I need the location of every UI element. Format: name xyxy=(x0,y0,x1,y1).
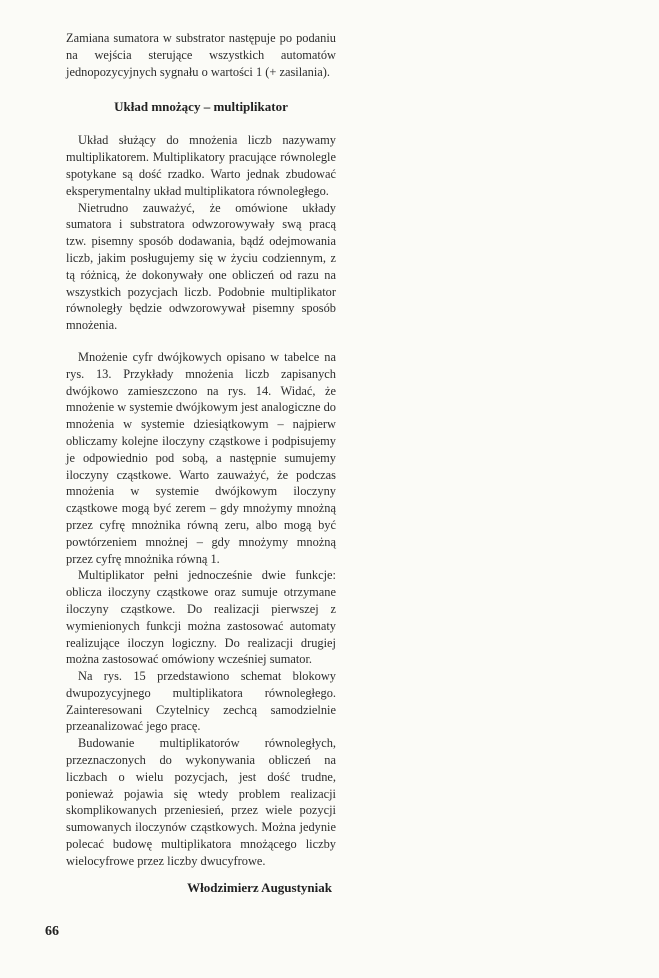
paragraph-block-diagram: Na rys. 15 przedstawiono schemat blokowy dwupozycyjnego multiplikatora równoległego. Zainteresowani Czytelnicy zechcą samodzielnie przeanalizować jego pracę. xyxy=(66,669,336,734)
page-number: 66 xyxy=(45,924,59,939)
paragraph-multiplier-functions: Multiplikator pełni jednocześnie dwie funkcje: oblicza iloczyny cząstkowe oraz sumuje otrzymane iloczyny cząstkowe. Do realizacji pierwszej z wymienionych funkcji można zastosować automaty realizujące iloczyn logiczny. Do realizacji drugiej można zastosować omówiony wcześniej sumator. xyxy=(66,568,336,667)
paragraph-building-multipliers: Budowanie multiplikatorów równoległych, przeznaczonych do wykonywania obliczeń na liczbach o wielu pozycjach, jest dość trudne, ponieważ pojawia się wtedy problem realizacji skomplikowanych przeniesień, przez wiele pozycji sumowanych iloczynów cząstkowych. Można jedynie polecać budowę multiplikatora mnożącego liczby wielocyfrowe przez liczby dwucyfrowe. xyxy=(66,736,336,868)
text-column xyxy=(66,30,336,870)
paragraph-binary-multiplication: Mnożenie cyfr dwójkowych opisano w tabelce na rys. 13. Przykłady mnożenia liczb zapisanych dwójkowo zamieszczono na rys. 14. Widać, że mnożenie w systemie dwójkowym jest analogiczne do mnożenia w systemie dziesiątkowym – najpierw obliczamy kolejne iloczyny cząstkowe i podpisujemy je odpowiednio pod sobą, a następnie sumujemy iloczyny cząstkowe. Warto zauważyć, że podczas mnożenia w systemie dwójkowym iloczyny cząstkowe mogą być zerem – gdy mnożymy mnożną przez cyfrę mnożnika równą zeru, albo mogą być powtórzeniem mnożnej – gdy mnożymy mnożną przez cyfrę mnożnika równą 1. xyxy=(66,349,336,566)
paragraph-written-method: Nietrudno zauważyć, że omówione układy sumatora i substratora odwzorowywały swą pracą tzw. pisemny sposób dodawania, bądź odejmowania liczb, jakim posługujemy się w życiu codziennym, z tą różnicą, że dokonywały one obliczeń od razu na wszystkich pozycjach liczb. Podobnie multiplikator równoległy będzie odwzorowywał pisemny sposób mnożenia. xyxy=(66,200,336,333)
intro-paragraph: Zamiana sumatora w substrator następuje po podaniu na wejścia sterujące wszystkich automatów jednopozycyjnych sygnału o wartości 1 (+ zasilania). xyxy=(66,31,336,79)
author-signature: Włodzimierz Augustyniak xyxy=(187,880,332,895)
section-heading: Układ mnożący – multiplikator xyxy=(114,99,288,115)
paragraph-gap xyxy=(66,334,336,349)
paragraph-multiplier-definition: Układ służący do mnożenia liczb nazywamy multiplikatorem. Multiplikatory pracujące równolegle spotykane są dość rzadko. Warto jednak zbudować eksperymentalny układ multiplikatora równoległego. xyxy=(66,133,336,198)
